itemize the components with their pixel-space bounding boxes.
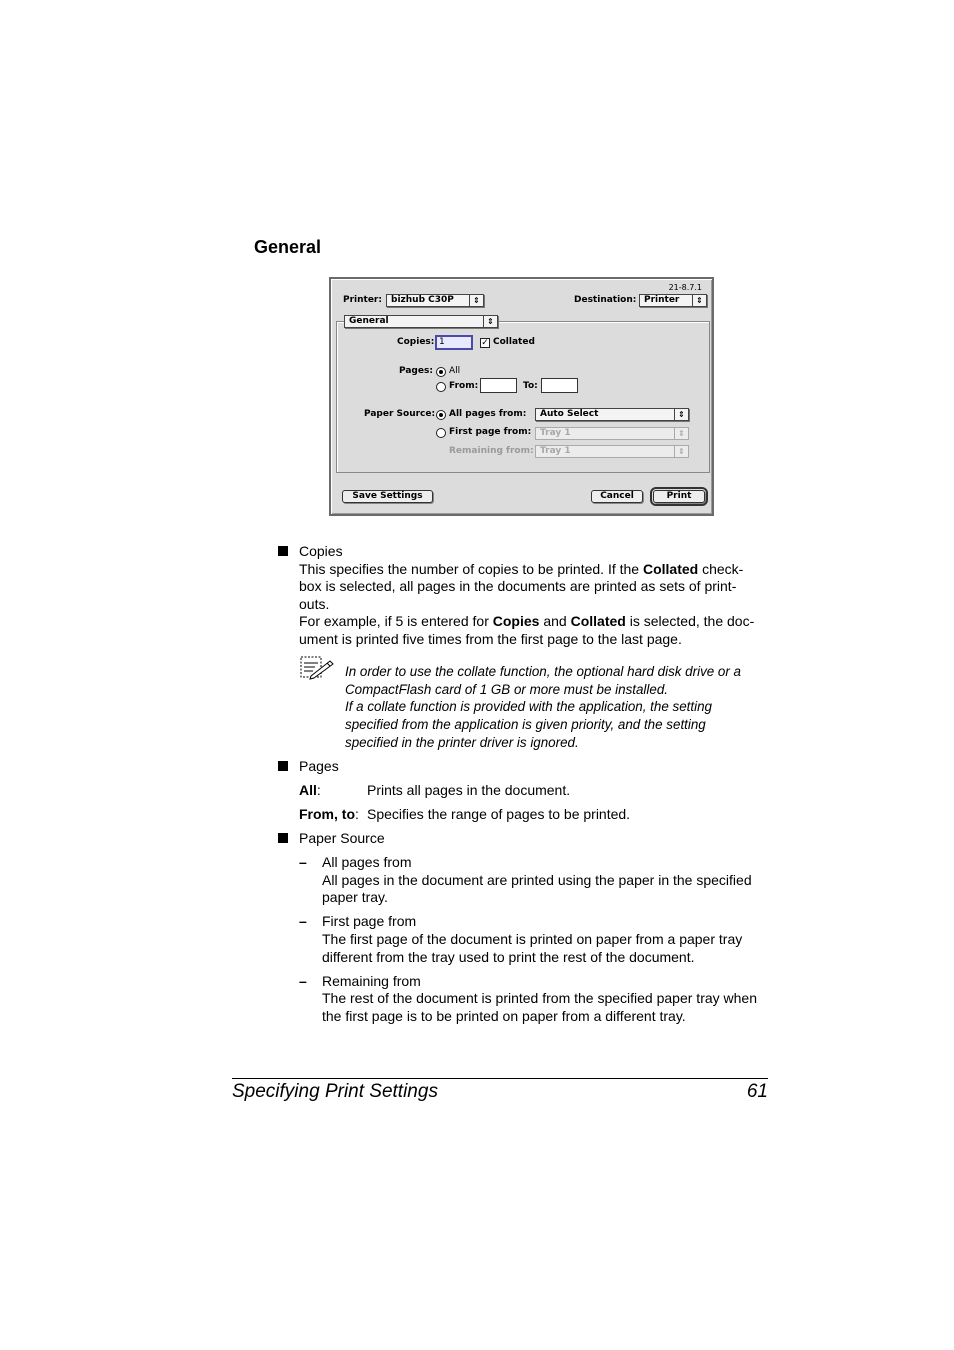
note-line-1: In order to use the collate function, the optional hard disk drive or a [345,664,742,679]
text-run-bold: Collated [642,561,699,577]
all-pages-from-desc-2: paper tray. [322,889,388,905]
first-page-from-desc-1: The first page of the document is printed on paper from a paper tray [322,931,743,947]
first-page-from-title: First page from [322,913,417,929]
copies-paragraph-2 [299,613,754,631]
updown-arrow-icon: ⇕ [483,316,497,327]
copies-paragraph-1 [299,561,743,579]
print-button[interactable]: Print [653,490,705,503]
collated-checkbox[interactable]: ✓ [481,338,489,348]
bullet-icon [278,546,288,556]
first-page-from-value: Tray 1 [540,428,571,438]
text-run-bold: Copies [492,613,540,629]
first-page-from-radio[interactable] [436,428,446,438]
printer-label: Printer: [343,295,382,305]
pages-fromto-term [299,806,359,824]
bullet-icon [278,761,288,771]
footer-divider [232,1078,768,1079]
updown-arrow-icon: ⇕ [469,295,483,306]
copies-paragraph-1-line-2: box is selected, all pages in the documents are printed as sets of print- [299,578,737,594]
text-run: : [316,782,321,798]
text-run: and [539,613,571,629]
printer-popup[interactable] [386,294,484,307]
print-dialog [329,277,714,516]
pages-fromto-desc: Specifies the range of pages to be printed. [367,806,631,822]
updown-arrow-icon: ⇕ [674,446,688,457]
copies-label: Copies: [397,337,435,347]
dash-icon: – [299,913,307,929]
term-bold: All [299,782,317,798]
to-input[interactable] [541,378,578,393]
destination-popup-value: Printer [644,295,680,305]
section-heading: General [254,237,322,257]
paper-source-title: Paper Source [299,830,385,846]
first-page-from-popup[interactable] [535,427,689,440]
pages-all-radio[interactable] [436,367,446,377]
cancel-button[interactable]: Cancel [591,490,643,503]
from-label: From: [449,381,479,391]
note-pencil-icon [300,656,334,680]
text-run: : [355,806,359,822]
text-run: is selected, the doc- [625,613,755,629]
remaining-from-value: Tray 1 [540,446,571,456]
panel-popup-value: General [349,316,389,326]
all-pages-from-popup[interactable] [535,408,689,421]
footer-title: Specifying Print Settings [232,1081,438,1102]
note-line-2: CompactFlash card of 1 GB or more must be installed. [345,682,668,697]
pages-title: Pages [299,758,339,774]
paper-source-label: Paper Source: [364,409,436,419]
save-settings-button[interactable]: Save Settings [342,490,433,503]
to-label: To: [523,381,538,391]
pages-all-term [299,782,321,800]
dash-icon: – [299,854,307,870]
version-label: 21-8.7.1 [668,283,702,292]
page-number: 61 [746,1081,768,1102]
updown-arrow-icon: ⇕ [674,428,688,439]
updown-arrow-icon: ⇕ [692,295,706,306]
term-bold: From, to [299,806,355,822]
printer-popup-value: bizhub C30P [391,295,454,305]
from-input[interactable] [480,378,517,393]
text-run: For example, if 5 is entered for [299,613,493,629]
collated-label: Collated [493,337,535,347]
destination-label: Destination: [574,295,637,305]
all-pages-from-desc-1: All pages in the document are printed using the paper in the specified [322,872,752,888]
destination-popup[interactable] [639,294,707,307]
remaining-from-desc-2: the first page is to be printed on paper from a different tray. [322,1008,686,1024]
updown-arrow-icon: ⇕ [674,409,688,420]
note-line-4: specified from the application is given priority, and the setting [345,717,706,732]
all-pages-from-label: All pages from: [449,409,527,419]
remaining-from-desc-1: The rest of the document is printed from the specified paper tray when [322,990,758,1006]
text-run: check- [698,561,744,577]
remaining-from-label: Remaining from: [449,446,534,456]
pages-all-desc: Prints all pages in the document. [367,782,571,798]
copies-input[interactable]: 1 [435,335,473,350]
panel-popup[interactable] [344,315,498,328]
first-page-from-label: First page from: [449,427,532,437]
note-line-3: If a collate function is provided with the application, the setting [345,699,712,714]
remaining-from-popup[interactable] [535,445,689,458]
pages-label: Pages: [399,366,433,376]
all-pages-from-radio[interactable] [436,410,446,420]
copies-paragraph-2-line-2: ument is printed five times from the first page to the last page. [299,631,682,647]
pages-all-label: All [449,366,461,376]
note-line-5: specified in the printer driver is ignored. [345,735,579,750]
bullet-icon [278,833,288,843]
remaining-from-title: Remaining from [322,973,421,989]
copies-title: Copies [299,543,343,559]
text-run: This specifies the number of copies to be printed. If the [299,561,643,577]
text-run-bold: Collated [570,613,626,629]
all-pages-from-title: All pages from [322,854,412,870]
copies-paragraph-1-line-3: outs. [299,596,330,612]
all-pages-from-value: Auto Select [540,409,599,419]
dash-icon: – [299,973,307,989]
first-page-from-desc-2: different from the tray used to print the rest of the document. [322,949,695,965]
pages-from-radio[interactable] [436,382,446,392]
